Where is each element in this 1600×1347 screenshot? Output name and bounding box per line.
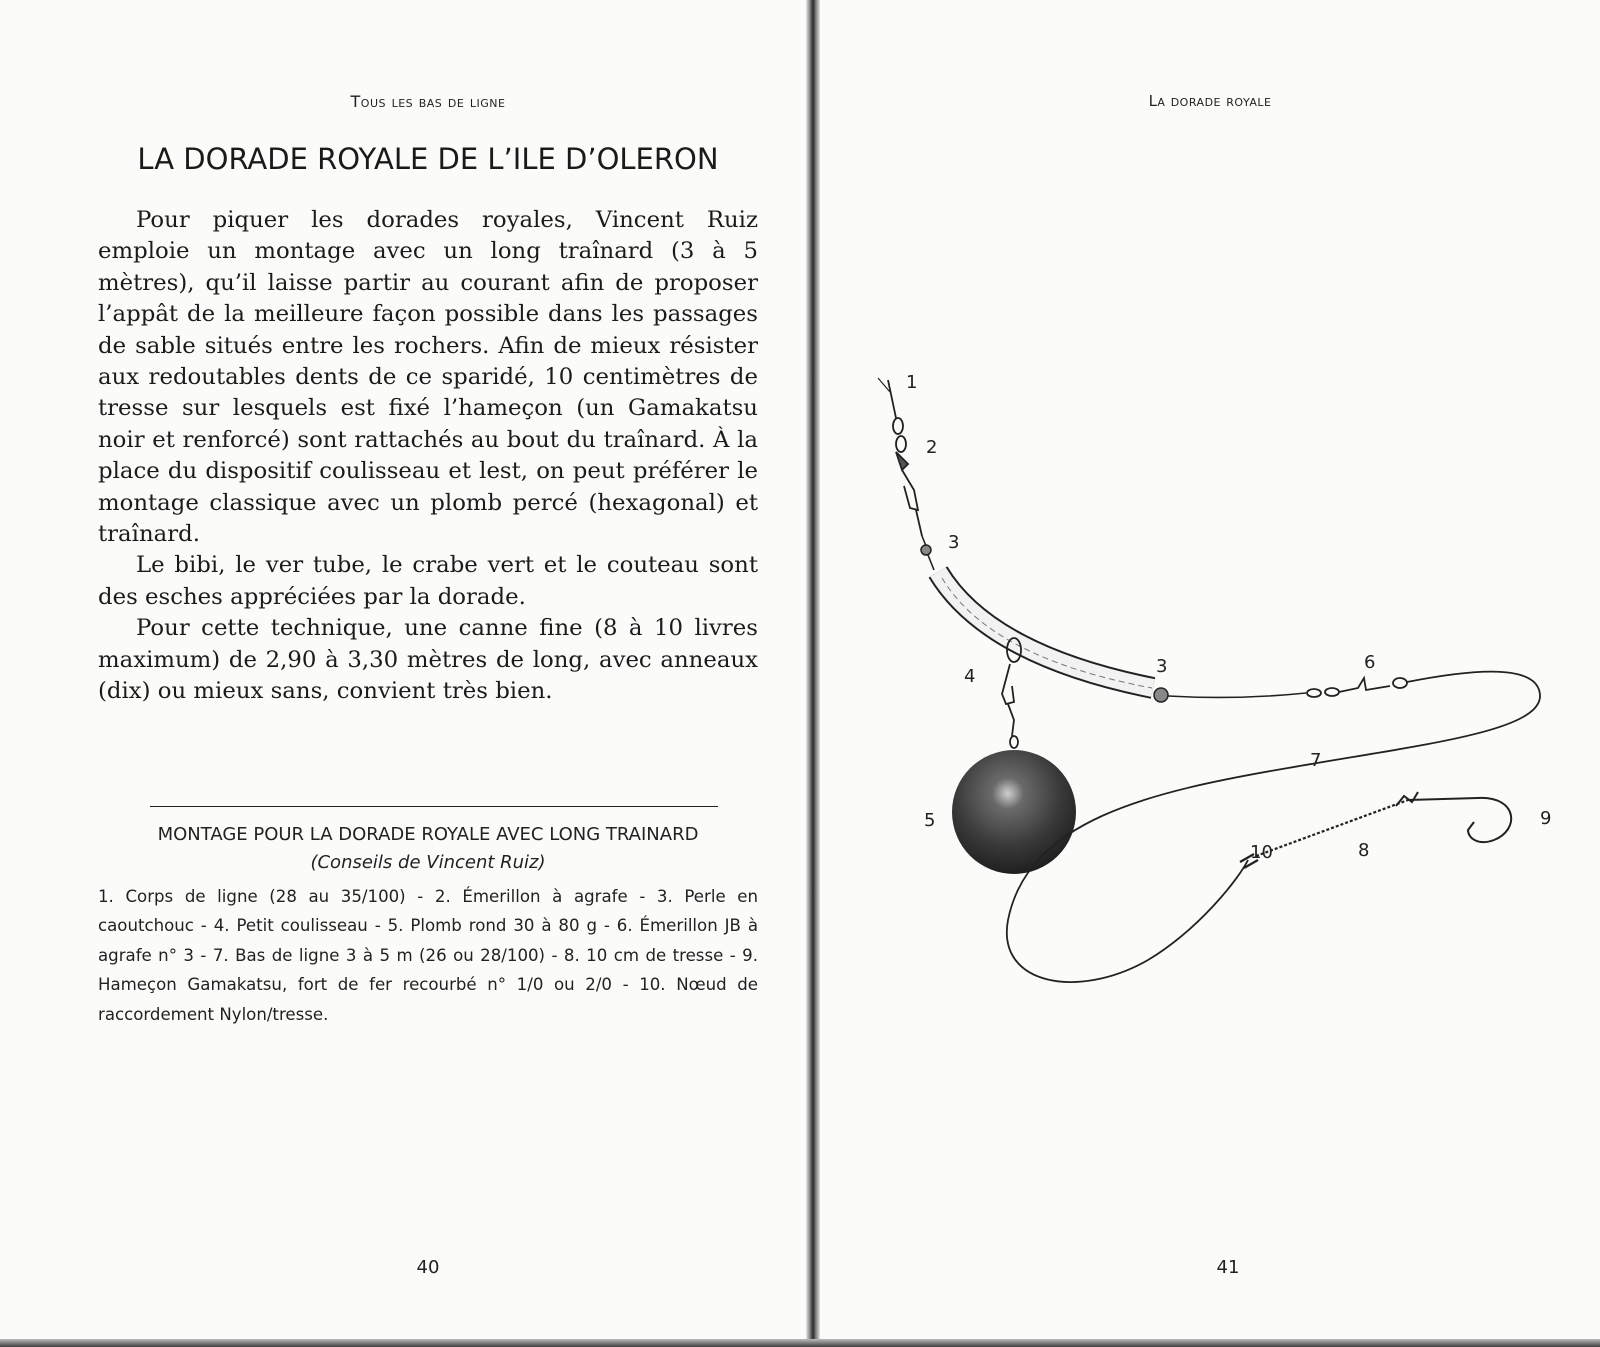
label-7: 7	[1310, 750, 1322, 771]
hook-icon	[1396, 792, 1511, 842]
snap-swivel-icon	[893, 418, 922, 536]
page-number-left: 40	[416, 1257, 440, 1278]
chapter-title: LA DORADE ROYALE DE L’ILE D’OLERON	[137, 142, 719, 176]
paragraph-2: Le bibi, le ver tube, le crabe vert et le couteau sont des esches appréciées par la dorade.	[98, 552, 758, 610]
body-text	[98, 205, 758, 708]
left-running-head-text: Tous les bas de ligne	[350, 92, 506, 111]
caption-title: MONTAGE POUR LA DORADE ROYALE AVEC LONG TRAINARD	[157, 824, 699, 845]
page-bottom-edge	[0, 1339, 1600, 1347]
sinker-icon	[952, 750, 1076, 874]
label-3-top: 3	[948, 532, 960, 553]
label-1: 1	[906, 372, 918, 393]
page-number-right: 41	[1216, 1257, 1240, 1278]
caption-credit: (Conseils de Vincent Ruiz)	[310, 852, 546, 873]
leader-line	[1007, 672, 1540, 982]
bead-top-icon	[921, 545, 931, 555]
left-running-head	[0, 92, 856, 111]
line-to-swivel	[1168, 693, 1306, 697]
caption-legend: 1. Corps de ligne (28 au 35/100) - 2. Émerillon à agrafe - 3. Perle en caoutchouc - 4. Petit coulisseau - 5. Plomb rond 30 à 80 g - 6. Émerillon JB à agrafe n° 3 - 7. Bas de ligne 3 à 5 m (26 ou 28/100) - 8. 10 cm de tresse - 9. Hameçon Gamakatsu, fort de fer recourbé n° 1/0 ou 2/0 - 10. Nœud de raccordement Nylon/tresse.	[98, 887, 758, 1024]
label-4: 4	[964, 666, 976, 687]
label-2: 2	[926, 437, 938, 458]
paragraph-3: Pour cette technique, une canne fine (8 à 10 livres maximum) de 2,90 à 3,30 mètres de long, avec anneaux (dix) ou mieux sans, convient très bien.	[98, 615, 758, 705]
fishing-rig-diagram	[818, 360, 1578, 1060]
label-9: 9	[1540, 808, 1552, 829]
right-running-head	[1080, 92, 1340, 110]
braid-line	[1256, 800, 1408, 856]
caption-divider	[150, 806, 718, 807]
main-line	[888, 380, 896, 418]
label-6: 6	[1364, 652, 1376, 673]
jb-swivel-icon	[1307, 678, 1407, 697]
label-3-bottom: 3	[1156, 656, 1168, 677]
label-10: 10	[1250, 842, 1273, 863]
right-running-head-text: La dorade royale	[1148, 92, 1272, 110]
bead-bottom-icon	[1154, 688, 1168, 702]
label-5: 5	[924, 810, 936, 831]
label-8: 8	[1358, 840, 1370, 861]
paragraph-1: Pour piquer les dorades royales, Vincent Ruiz emploie un montage avec un long traînard (3 à 5 mètres), qu’il laisse partir au courant afin de proposer l’appât de la meilleure façon possible dans les passages de sable situés entre les rochers. Afin de mieux résister aux redoutables dents de ce sparidé, 10 centimètres de tresse sur lesquels est fixé l’hameçon (un Gamakatsu noir et renforcé) sont rattachés au bout du traînard. À la place du dispositif coulisseau et lest, on peut préférer le montage classique avec un plomb percé (hexagonal) et traînard.	[98, 207, 758, 548]
